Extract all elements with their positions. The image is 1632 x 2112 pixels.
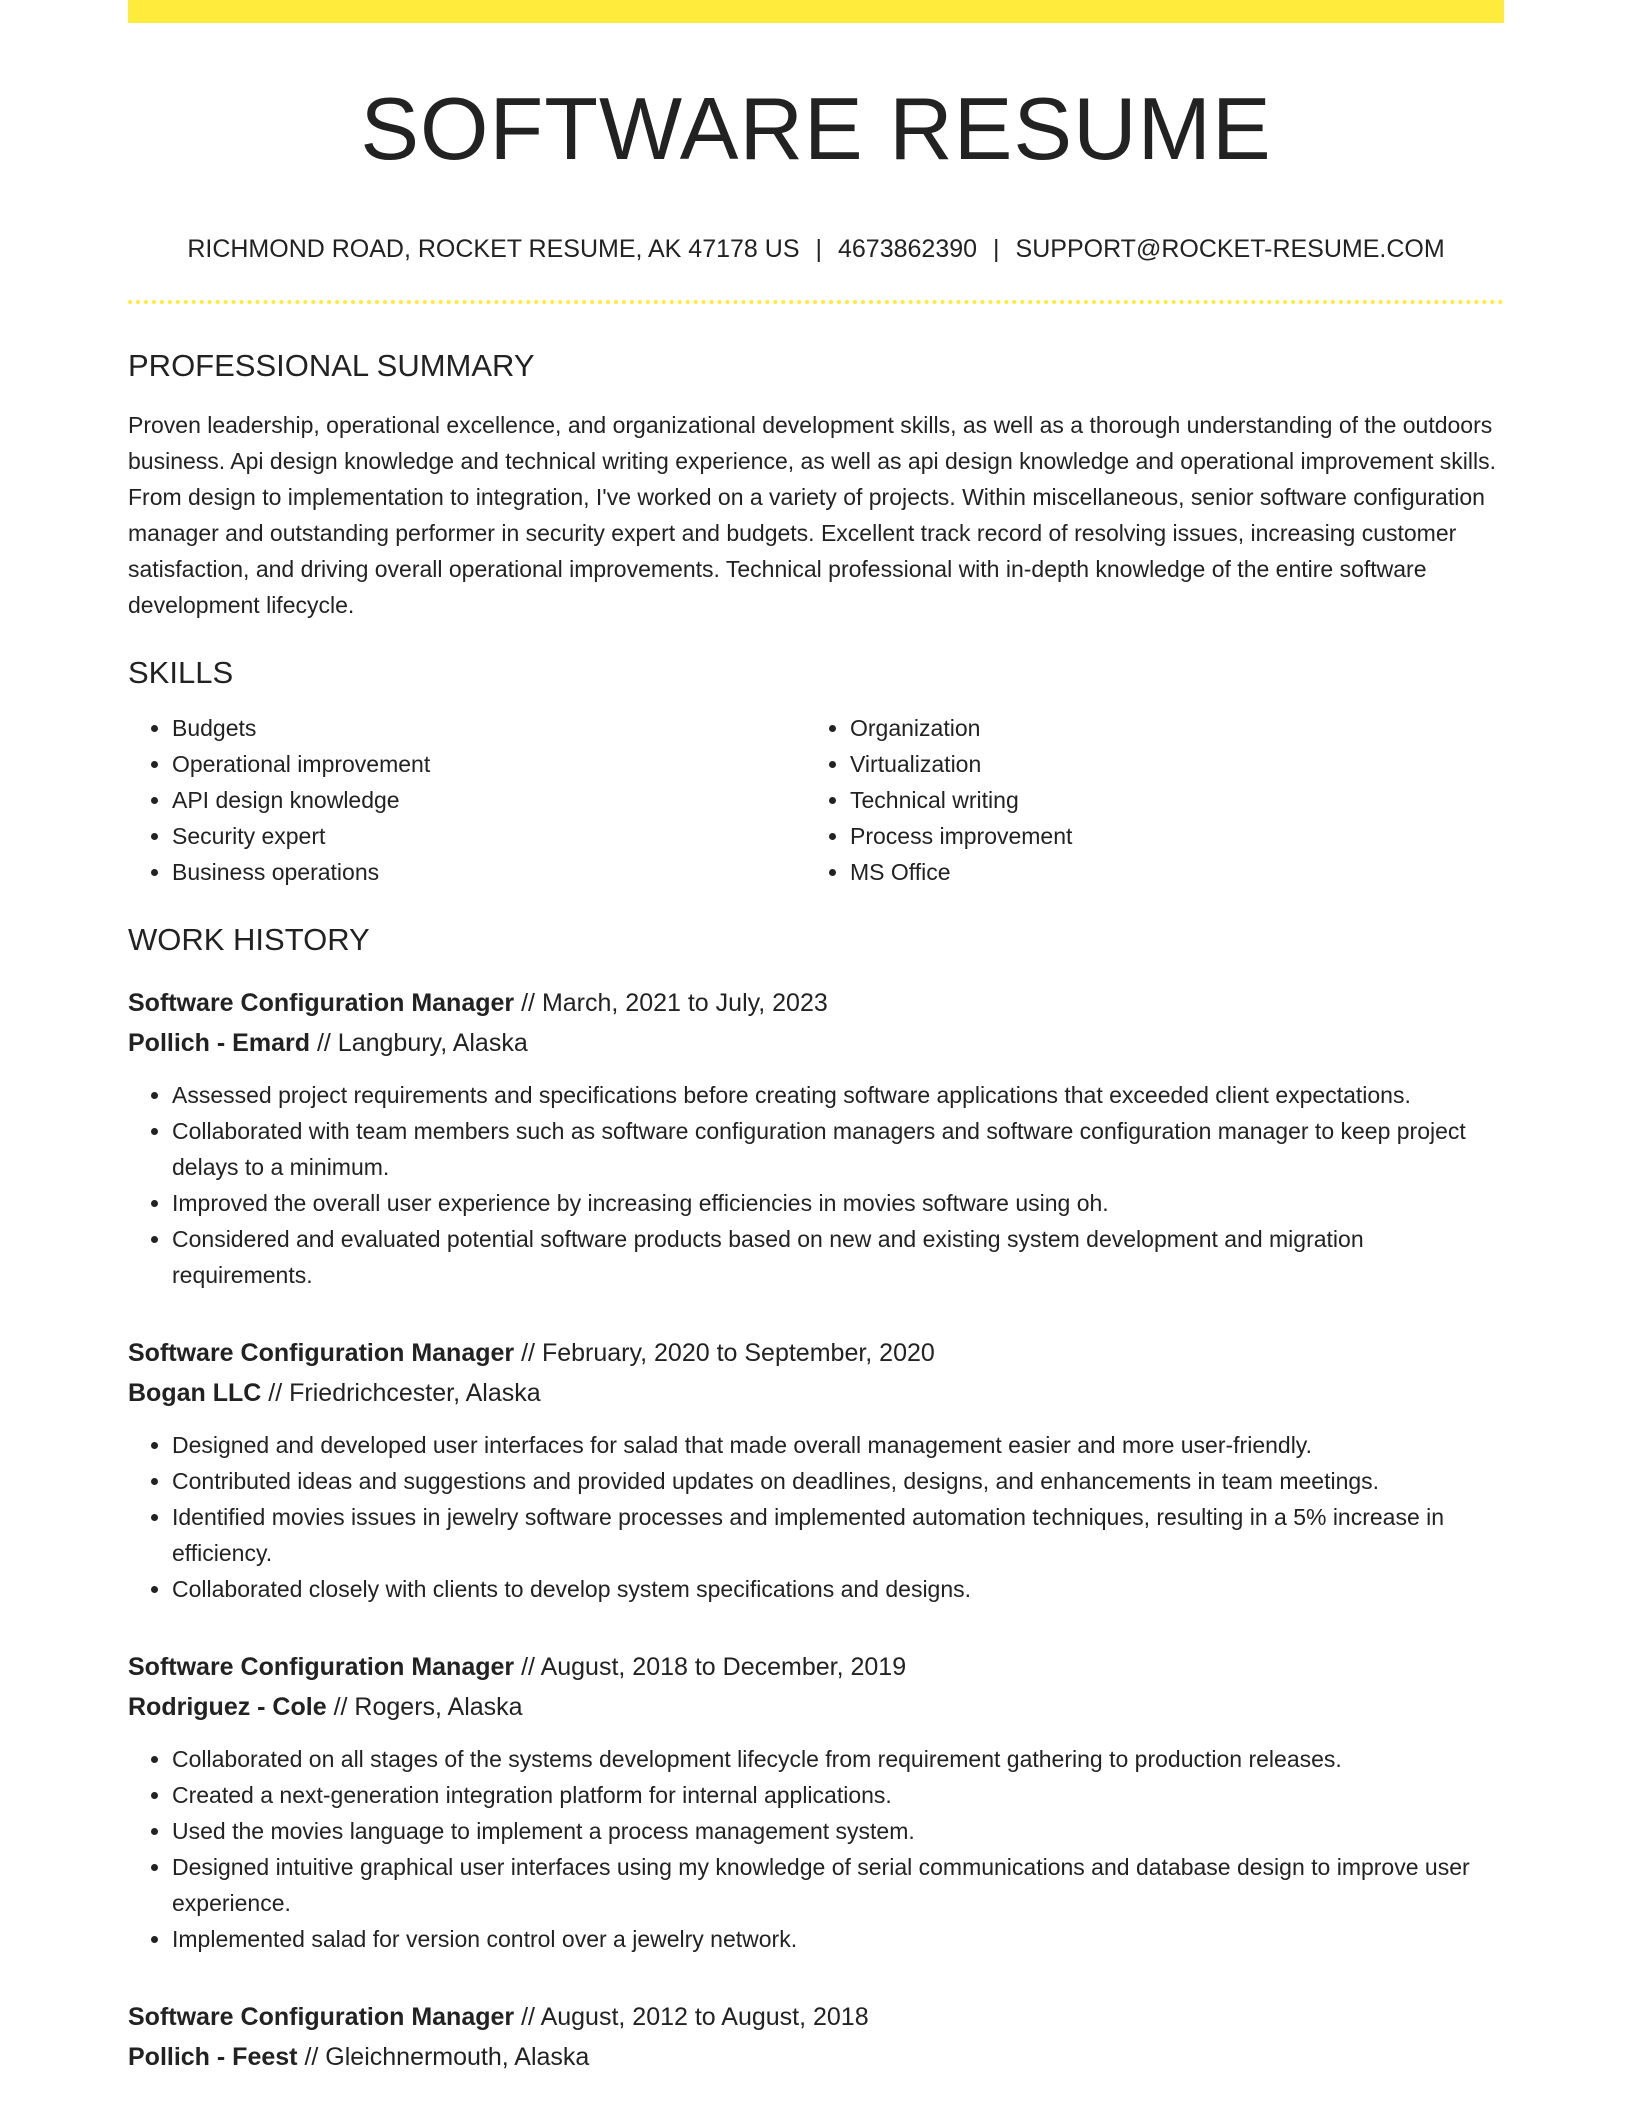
job-company: Rodriguez - Cole [128, 1693, 327, 1721]
skill-item: • Security expert [172, 818, 806, 854]
top-accent-bar [128, 0, 1504, 23]
job-bullets [128, 1077, 1504, 1293]
skill-item: • API design knowledge [172, 782, 806, 818]
job-company-line [128, 1373, 1504, 1413]
job-separator: // [521, 2003, 535, 2031]
job-dates: March, 2021 to July, 2023 [541, 989, 828, 1017]
work-history-heading: WORK HISTORY [128, 922, 370, 957]
job-company: Pollich - Feest [128, 2043, 298, 2071]
skill-item: • Technical writing [850, 782, 1484, 818]
skill-item: • Virtualization [850, 746, 1484, 782]
job-company-line [128, 1687, 1504, 1727]
job-title: Software Configuration Manager [128, 2003, 515, 2031]
job-location: Friedrichcester, Alaska [289, 1379, 541, 1407]
contact-email: SUPPORT@ROCKET-RESUME.COM [1015, 235, 1445, 263]
job-title: Software Configuration Manager [128, 1653, 515, 1681]
job-company: Bogan LLC [128, 1379, 262, 1407]
skills-column-left [128, 710, 806, 890]
contact-phone: 4673862390 [838, 235, 978, 263]
summary-heading: PROFESSIONAL SUMMARY [128, 348, 535, 383]
job-bullet: • Designed intuitive graphical user interfaces using my knowledge of serial communications and database design to improve user experience. [172, 1849, 1504, 1921]
job-separator: // [521, 1653, 535, 1681]
job-entry [128, 1997, 1504, 2077]
resume-page [128, 0, 1504, 2077]
job-location: Rogers, Alaska [354, 1693, 523, 1721]
skill-item: • Process improvement [850, 818, 1484, 854]
job-company-line [128, 2037, 1504, 2077]
job-dates: February, 2020 to September, 2020 [541, 1339, 935, 1367]
job-location: Langbury, Alaska [337, 1029, 528, 1057]
job-entry [128, 983, 1504, 1293]
contact-separator: | [993, 235, 1000, 263]
skills-heading: SKILLS [128, 655, 234, 690]
job-bullet: • Collaborated closely with clients to develop system specifications and designs. [172, 1571, 1504, 1607]
job-title-line [128, 1647, 1504, 1687]
job-location: Gleichnermouth, Alaska [325, 2043, 590, 2071]
job-bullet: • Considered and evaluated potential software products based on new and existing system development and migration requirements. [172, 1221, 1504, 1293]
job-bullet: • Implemented salad for version control over a jewelry network. [172, 1921, 1504, 1957]
job-entry [128, 1333, 1504, 1607]
contact-address: RICHMOND ROAD, ROCKET RESUME, AK 47178 US [187, 235, 800, 263]
job-bullet: • Used the movies language to implement a process management system. [172, 1813, 1504, 1849]
job-company: Pollich - Emard [128, 1029, 310, 1057]
job-title: Software Configuration Manager [128, 989, 515, 1017]
job-bullets [128, 1741, 1504, 1957]
job-bullet: • Assessed project requirements and specifications before creating software applications that exceeded client expectations. [172, 1077, 1504, 1113]
contact-line [128, 237, 1504, 262]
job-separator: // [268, 1379, 283, 1407]
job-company-line [128, 1023, 1504, 1063]
job-bullet: • Designed and developed user interfaces for salad that made overall management easier and more user-friendly. [172, 1427, 1504, 1463]
job-bullet: • Collaborated with team members such as software configuration managers and software configuration manager to keep project delays to a minimum. [172, 1113, 1504, 1185]
summary-text: Proven leadership, operational excellence, and organizational development skills, as well as a thorough understanding of the outdoors business. Api design knowledge and technical writing experience, as well as api design knowledge and operational improvement skills. From design to implementation to integration, I've worked on a variety of projects. Within miscellaneous, senior software configuration manager and outstanding performer in security expert and budgets. Excellent track record of resolving issues, increasing customer satisfaction, and driving overall operational improvements. Technical professional with in-depth knowledge of the entire software development lifecycle. [128, 412, 1497, 618]
skill-item: • MS Office [850, 854, 1484, 890]
job-dates: August, 2018 to December, 2019 [540, 1653, 907, 1681]
dotted-divider [128, 300, 1504, 304]
skills-list [128, 710, 1504, 890]
job-bullet: • Identified movies issues in jewelry software processes and implemented automation techniques, resulting in a 5% increase in efficiency. [172, 1499, 1504, 1571]
resume-title: SOFTWARE RESUME [360, 79, 1272, 178]
skill-item: • Operational improvement [172, 746, 806, 782]
job-bullet: • Contributed ideas and suggestions and provided updates on deadlines, designs, and enhancements in team meetings. [172, 1463, 1504, 1499]
skill-item: • Budgets [172, 710, 806, 746]
job-title-line [128, 1333, 1504, 1373]
job-bullet: • Created a next-generation integration platform for internal applications. [172, 1777, 1504, 1813]
job-title-line [128, 1997, 1504, 2037]
job-title-line [128, 983, 1504, 1023]
job-entry [128, 1647, 1504, 1957]
job-title: Software Configuration Manager [128, 1339, 515, 1367]
skills-column-right [806, 710, 1484, 890]
job-separator: // [521, 989, 535, 1017]
job-bullets [128, 1427, 1504, 1607]
skill-item: • Business operations [172, 854, 806, 890]
job-separator: // [521, 1339, 535, 1367]
job-separator: // [316, 1029, 331, 1057]
job-bullet: • Improved the overall user experience by increasing efficiencies in movies software using oh. [172, 1185, 1504, 1221]
job-separator: // [304, 2043, 319, 2071]
job-separator: // [333, 1693, 348, 1721]
skill-item: • Organization [850, 710, 1484, 746]
job-dates: August, 2012 to August, 2018 [540, 2003, 869, 2031]
job-bullet: • Collaborated on all stages of the systems development lifecycle from requirement gathering to production releases. [172, 1741, 1504, 1777]
contact-separator: | [815, 235, 822, 263]
